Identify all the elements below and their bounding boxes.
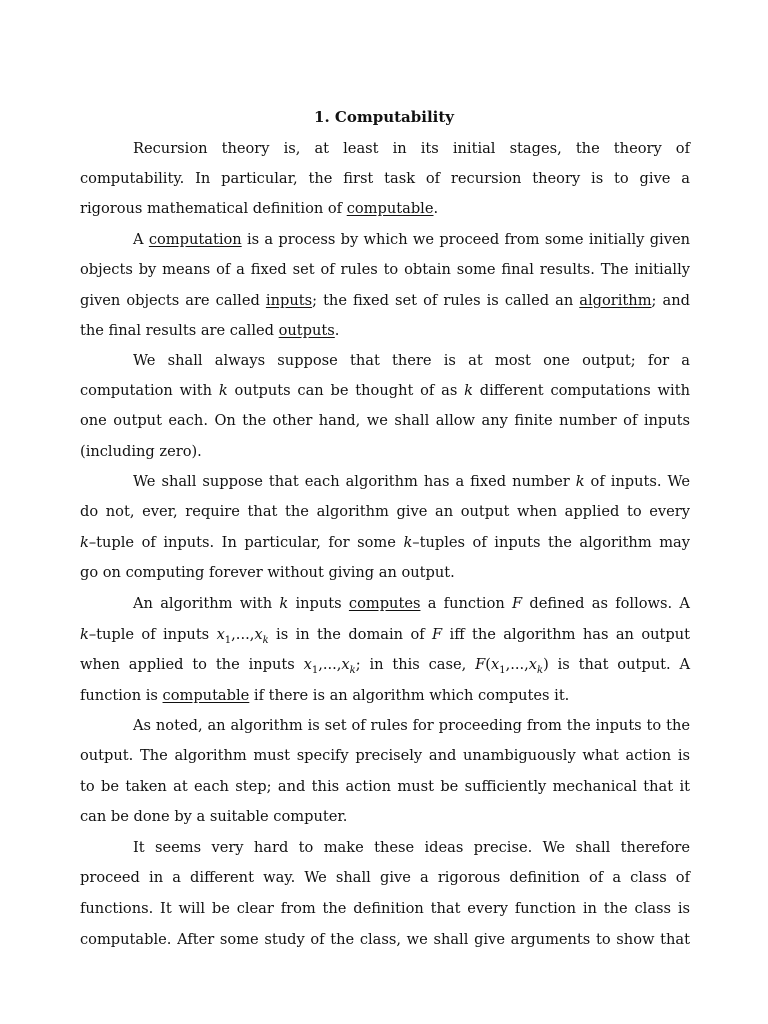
p2-line-1: A computation is a process by which we proceed from some initially given bbox=[133, 231, 690, 248]
p6-line-4: can be done by a suitable computer. bbox=[80, 808, 348, 825]
p1-line-2: computability. In particular, the first task of recursion theory is to give a bbox=[80, 170, 690, 187]
p5-line-2: k–tuple of inputs $x_1,...,x_k$ is in the domain of F iff the algorithm has an output bbox=[80, 626, 690, 646]
p6-line-1: As noted, an algorithm is set of rules for proceeding from the inputs to the bbox=[133, 717, 690, 734]
p5-line-4: function is computable if there is an algorithm which computes it. bbox=[80, 687, 570, 704]
term-outputs: outputs bbox=[278, 322, 335, 339]
p7-line-4: computable. After some study of the class, we shall give arguments to show that bbox=[80, 931, 690, 948]
p6-line-2: output. The algorithm must specify precisely and unambiguously what action is bbox=[80, 747, 690, 764]
p7-line-1: It seems very hard to make these ideas precise. We shall therefore bbox=[133, 839, 690, 856]
term-computation: computation bbox=[148, 231, 242, 248]
term-computable-2: computable bbox=[162, 687, 250, 704]
p4-line-2: do not, ever, require that the algorithm give an output when applied to every bbox=[80, 503, 690, 520]
p1-line-3: rigorous mathematical definition of computable. bbox=[80, 200, 439, 217]
p2-line-2: objects by means of a fixed set of rules to obtain some final results. The initially bbox=[80, 261, 690, 278]
term-computable: computable bbox=[346, 200, 434, 217]
p2-line-3: given objects are called inputs; the fixed set of rules is called an algorithm; and bbox=[80, 292, 690, 309]
p1-line-1: Recursion theory is, at least in its initial stages, the theory of bbox=[133, 140, 690, 157]
p2-line-4: the final results are called outputs. bbox=[80, 322, 340, 339]
term-algorithm: algorithm bbox=[579, 292, 652, 309]
term-inputs: inputs bbox=[265, 292, 313, 309]
p5-line-1: An algorithm with k inputs computes a function F defined as follows. A bbox=[133, 595, 690, 612]
term-computes: computes bbox=[348, 595, 421, 612]
p4-line-4: go on computing forever without giving an output. bbox=[80, 564, 455, 581]
p6-line-3: to be taken at each step; and this action must be sufficiently mechanical that it bbox=[80, 778, 690, 795]
p3-line-2: computation with k outputs can be thought of as k different computations with bbox=[80, 382, 690, 399]
p4-line-3: k–tuple of inputs. In particular, for some k–tuples of inputs the algorithm may bbox=[80, 534, 690, 551]
section-heading: 1. Computability bbox=[314, 108, 454, 126]
p3-line-3: one output each. On the other hand, we shall allow any finite number of inputs bbox=[80, 412, 690, 429]
p3-line-1: We shall always suppose that there is at most one output; for a bbox=[133, 352, 690, 369]
p7-line-3: functions. It will be clear from the definition that every function in the class is bbox=[80, 900, 690, 917]
p3-line-4: (including zero). bbox=[80, 443, 202, 460]
p5-line-3: when applied to the inputs $x_1,...,x_k$; in this case, $F(x_1,...,x_k)$ is that output. A bbox=[80, 656, 690, 676]
p4-line-1: We shall suppose that each algorithm has a fixed number k of inputs. We bbox=[133, 473, 690, 490]
p7-line-2: proceed in a different way. We shall give a rigorous definition of a class of bbox=[80, 869, 690, 886]
